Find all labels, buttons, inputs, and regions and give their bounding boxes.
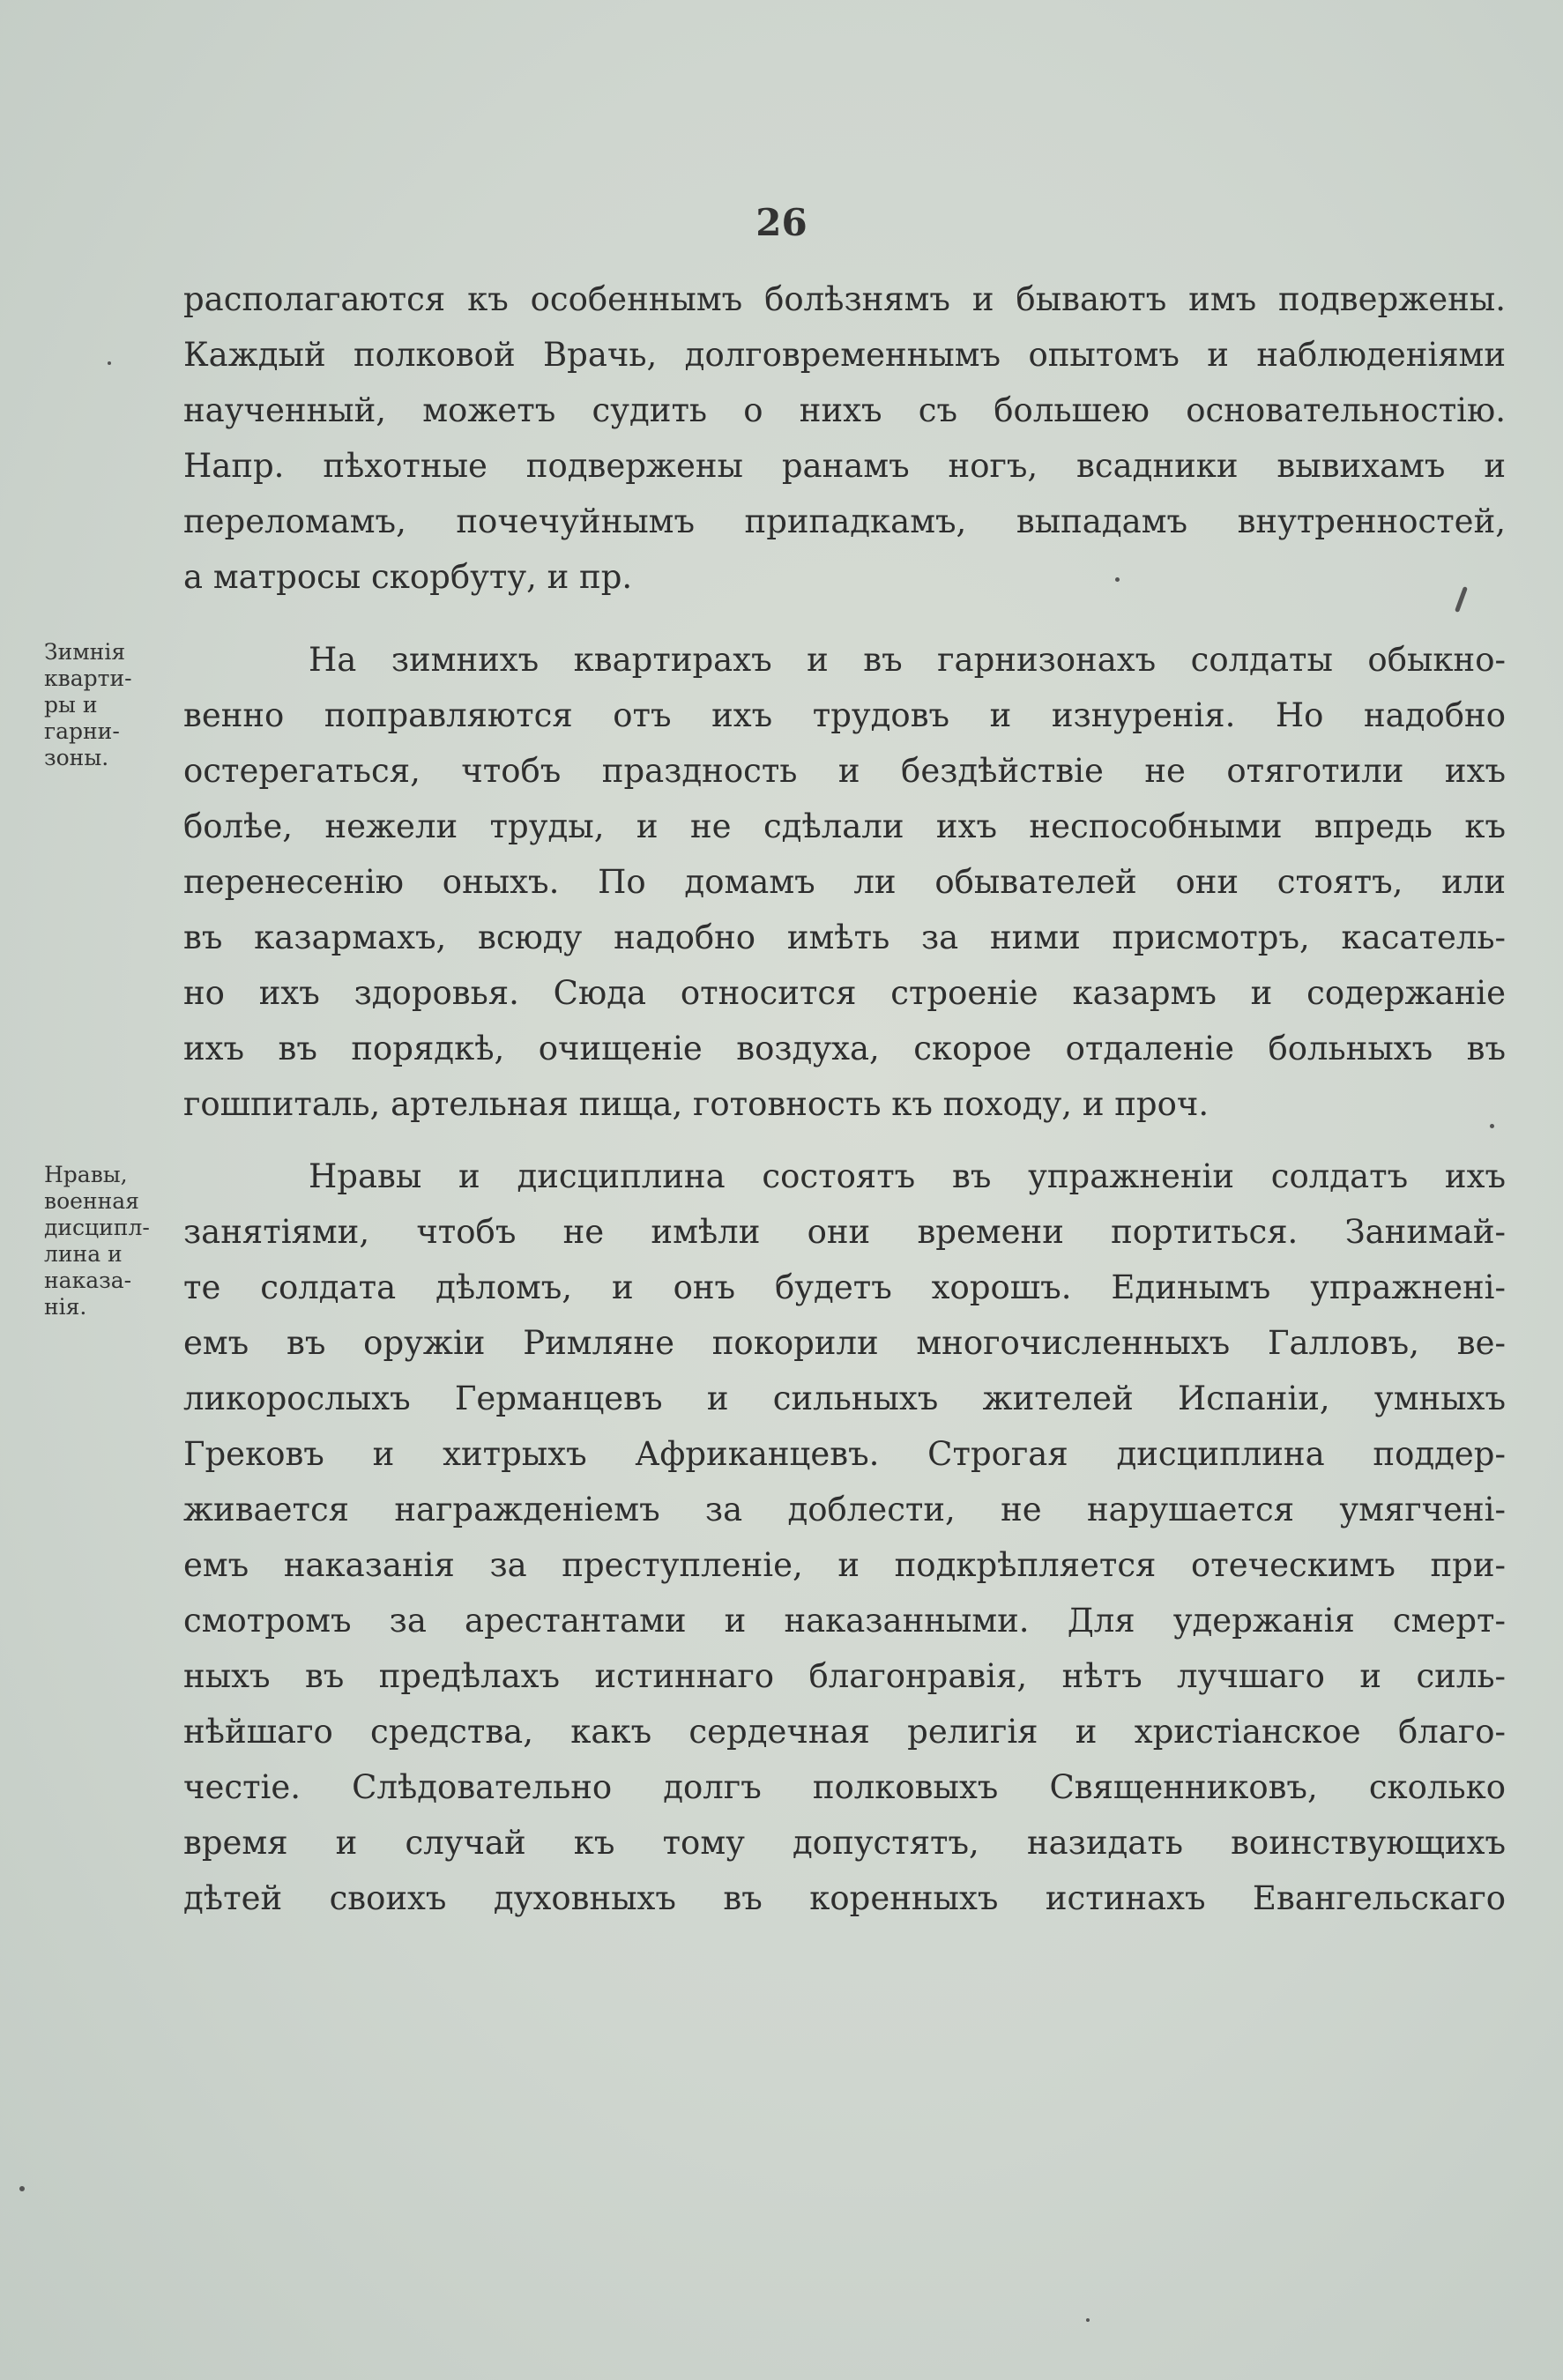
text-line: честіе. Слѣдовательно долгъ полковыхъ Священниковъ, сколько: [183, 1768, 1506, 1806]
text-line: Грековъ и хитрыхъ Африканцевъ. Строгая дисциплина поддер-: [183, 1435, 1506, 1473]
marginal-note-line: военная: [44, 1188, 139, 1214]
marginal-note-line: кварти-: [44, 666, 132, 691]
marginal-note-line: зоны.: [44, 745, 109, 770]
text-line: смотромъ за арестантами и наказанными. Для удержанія смерт-: [183, 1602, 1506, 1640]
paper-speck: [19, 2186, 25, 2191]
text-line: переломамъ, почечуйнымъ припадкамъ, выпадамъ внутренностей,: [183, 502, 1506, 540]
text-line: перенесенію оныхъ. По домамъ ли обывателей они стоятъ, или: [183, 863, 1506, 901]
paper-speck: [1086, 2318, 1090, 2322]
text-line: На зимнихъ квартирахъ и въ гарнизонахъ солдаты обыкно-: [309, 641, 1506, 679]
text-line: а матросы скорбуту, и пр.: [183, 558, 633, 596]
marginal-note-line: наказа-: [44, 1268, 132, 1293]
text-line: те солдата дѣломъ, и онъ будетъ хорошъ. Единымъ упражненi-: [183, 1268, 1506, 1306]
text-line: Напр. пѣхотные подвержены ранамъ ногъ, всадники вывихамъ и: [183, 447, 1506, 485]
text-line: но ихъ здоровья. Сюда относится строеніе казармъ и содержаніе: [183, 974, 1506, 1012]
text-line: наученный, можетъ судить о нихъ съ большею основательностію.: [183, 391, 1506, 429]
text-line: емъ въ оружіи Римляне покорили многочисленныхъ Галловъ, ве-: [183, 1324, 1506, 1362]
text-line: емъ наказанія за преступленіе, и подкрѣпляется отеческимъ при-: [183, 1546, 1506, 1584]
text-line: остерегаться, чтобъ праздность и бездѣйствіе не отяготили ихъ: [183, 752, 1506, 790]
text-line: нѣйшаго средства, какъ сердечная религія и христіанское благо-: [183, 1713, 1506, 1751]
text-line: время и случай къ тому допустятъ, назидать воинствующихъ: [183, 1824, 1506, 1862]
text-line: Каждый полковой Врачь, долговременнымъ опытомъ и наблюденіями: [183, 336, 1506, 374]
paper-speck: [1115, 577, 1120, 582]
marginal-note-line: лина и: [44, 1241, 123, 1267]
paper-speck: [1490, 1124, 1494, 1128]
text-line: ихъ въ порядкѣ, очищеніе воздуха, скорое отдаленіе больныхъ въ: [183, 1030, 1506, 1067]
text-line: венно поправляются отъ ихъ трудовъ и изнуренія. Но надобно: [183, 696, 1506, 734]
marginal-note-line: дисципл-: [44, 1215, 150, 1240]
text-line: Нравы и дисциплина состоятъ въ упражненіи солдатъ ихъ: [309, 1157, 1506, 1195]
text-line: гошпиталь, артельная пища, готовность къ походу, и проч.: [183, 1085, 1209, 1123]
text-line: занятіями, чтобъ не имѣли они времени портиться. Занимай-: [183, 1213, 1506, 1251]
marginal-note-line: Зимнія: [44, 639, 126, 665]
marginal-note-line: нія.: [44, 1294, 87, 1320]
text-line: въ казармахъ, всюду надобно имѣть за ними присмотръ, касатель-: [183, 919, 1506, 956]
text-line: ликорослыхъ Германцевъ и сильныхъ жителей Испаніи, умныхъ: [183, 1380, 1506, 1417]
marginal-note-winter-quarters: [44, 639, 176, 771]
page-number: 26: [755, 201, 808, 244]
text-line: дѣтей своихъ духовныхъ въ коренныхъ истинахъ Евангельскаго: [183, 1879, 1506, 1917]
text-line: болѣе, нежели труды, и не сдѣлали ихъ неспособными впредь къ: [183, 807, 1506, 845]
marginal-note-line: гарни-: [44, 718, 120, 744]
text-line: располагаются къ особеннымъ болѣзнямъ и бываютъ имъ подвержены.: [183, 280, 1506, 318]
text-line: ныхъ въ предѣлахъ истиннаго благонравія, нѣтъ лучшаго и силь-: [183, 1657, 1506, 1695]
marginal-note-discipline: [44, 1162, 176, 1320]
marginal-note-line: Нравы,: [44, 1162, 128, 1187]
paper-speck: [108, 361, 111, 365]
marginal-note-line: ры и: [44, 692, 98, 718]
text-line: живается награжденіемъ за доблести, не нарушается умягченi-: [183, 1491, 1506, 1528]
